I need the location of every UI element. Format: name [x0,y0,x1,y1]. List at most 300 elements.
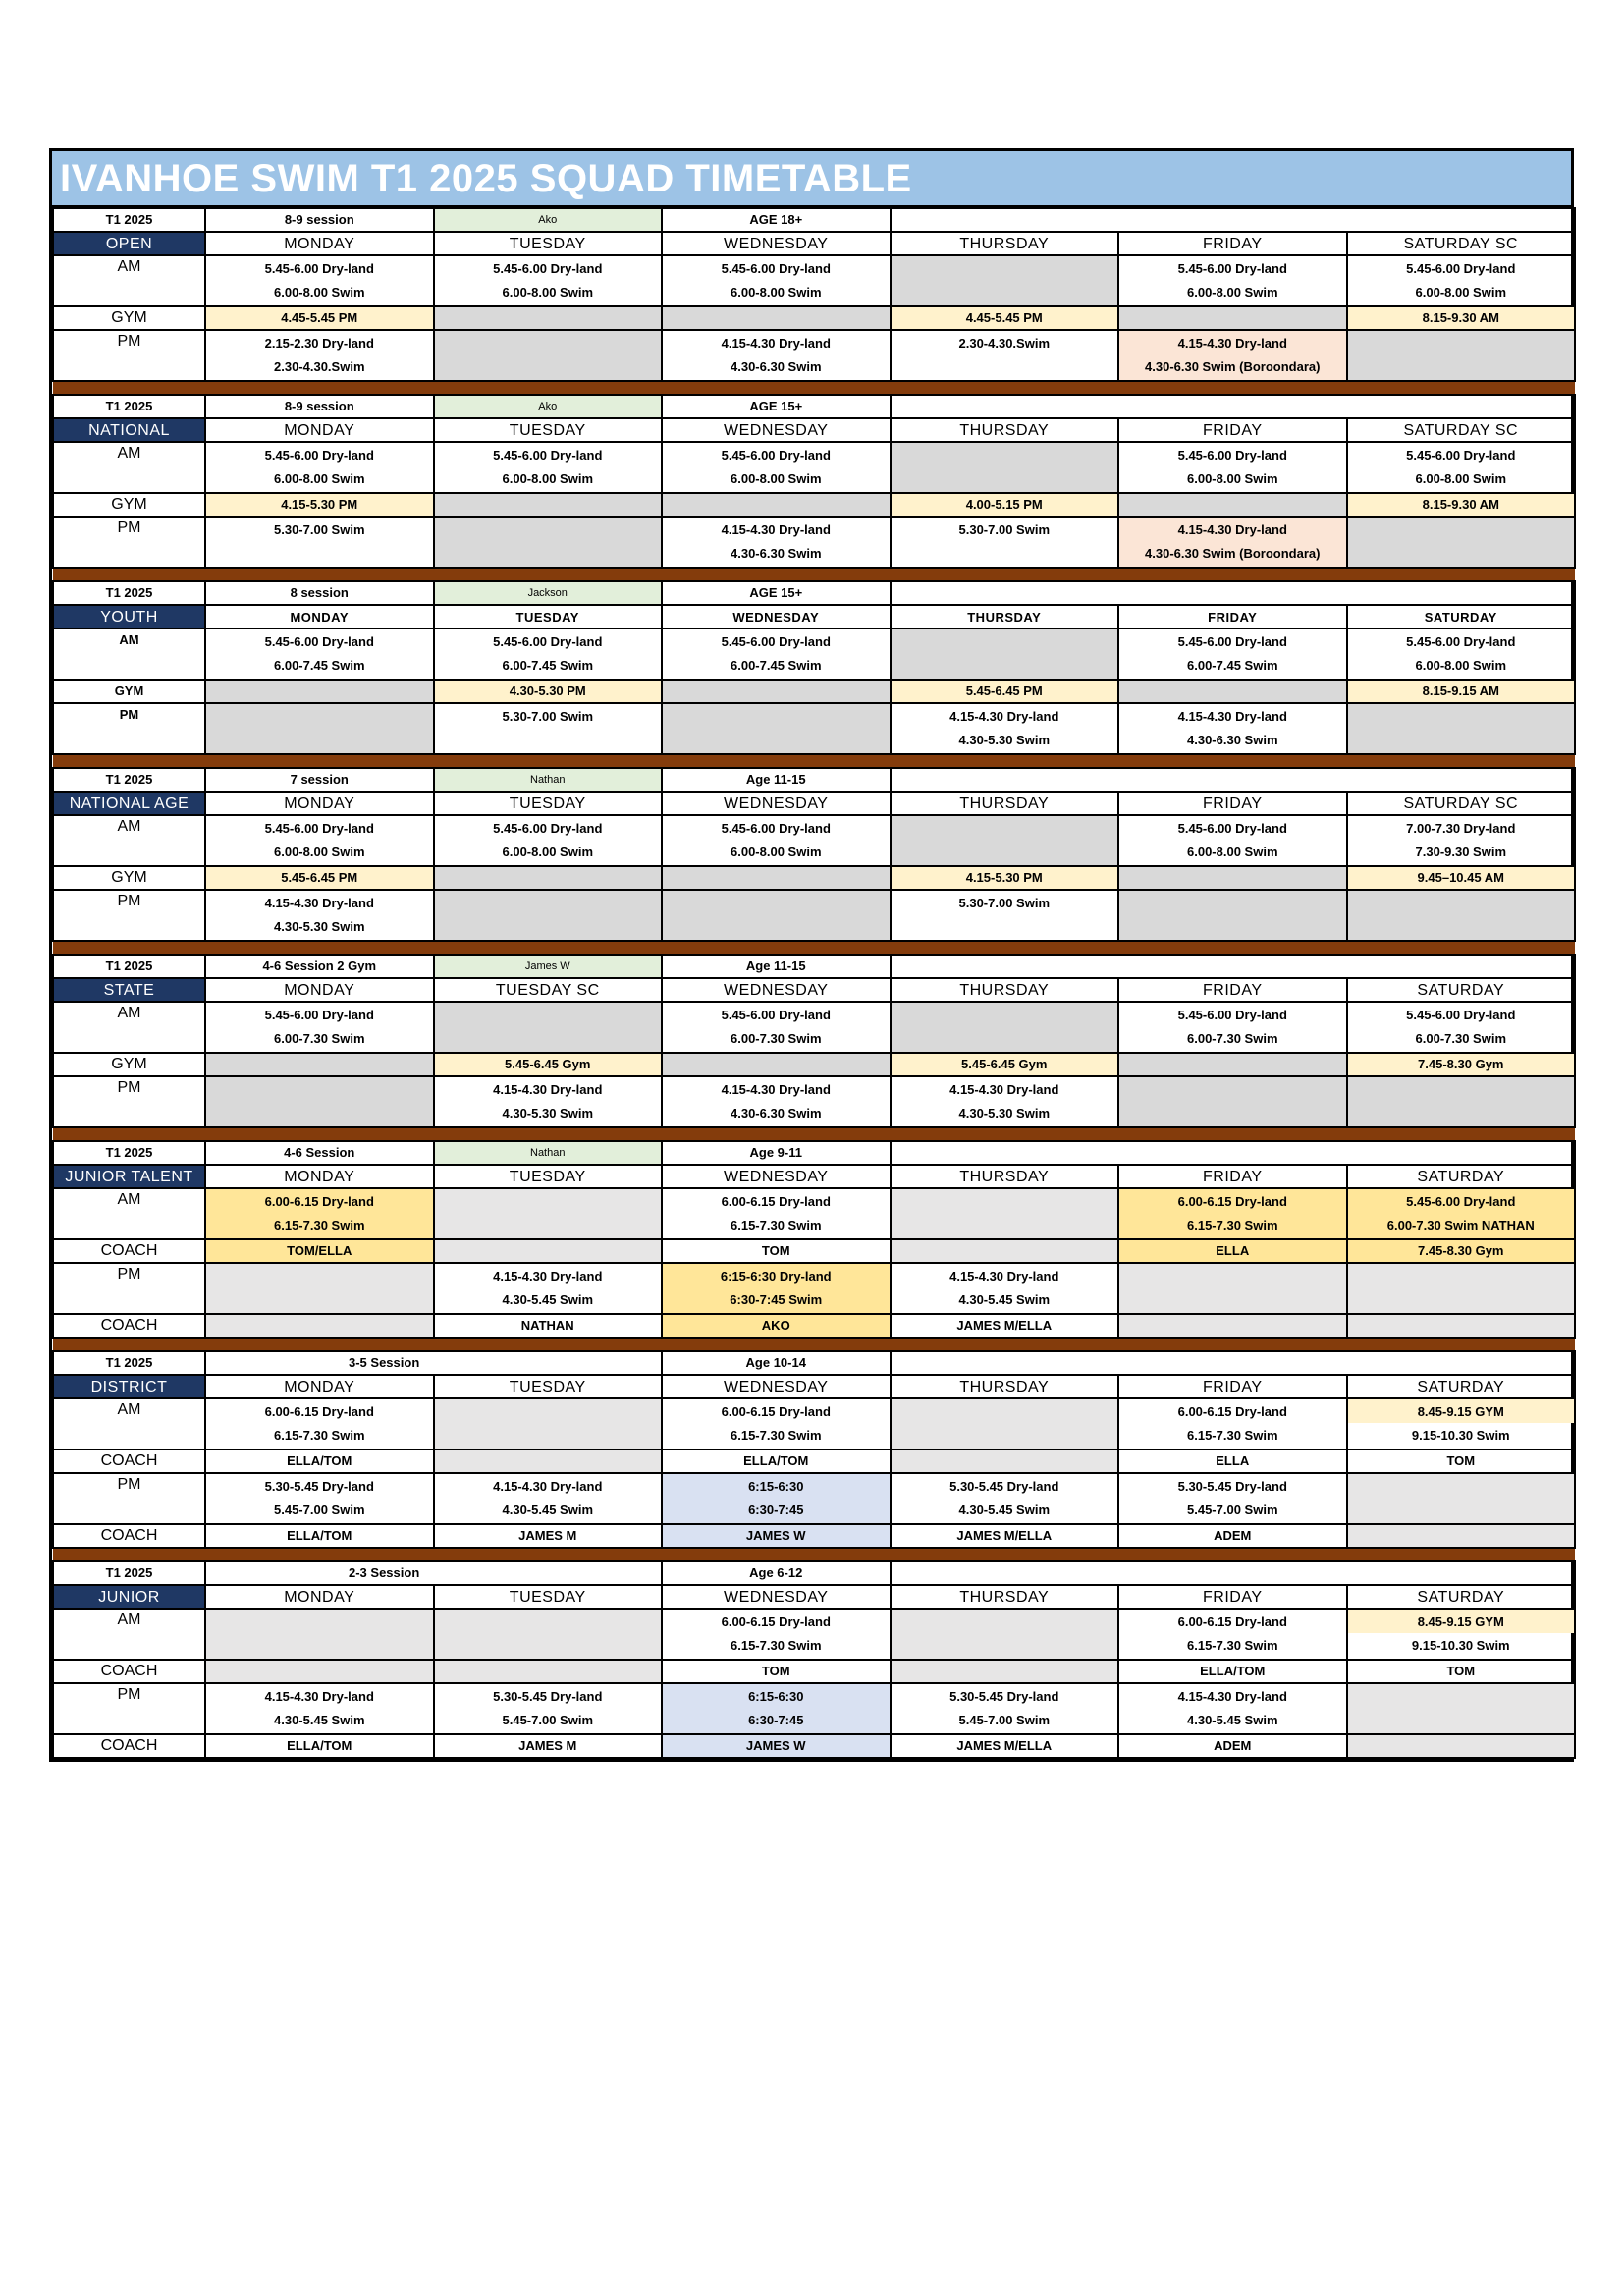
day-header: THURSDAY [891,1375,1119,1398]
schedule-cell [1118,1734,1347,1758]
cell-line: 8.15-9.15 AM [1422,683,1499,698]
squad-meta-blank [891,1561,1576,1585]
cell-line: 6:15-6:30 [748,1479,804,1494]
cell-line: TOM [761,1664,790,1678]
row-label: COACH [53,1449,205,1473]
cell-line: ELLA/TOM [287,1528,352,1543]
schedule-cell [1118,1398,1347,1449]
cell-line: 6.00-7.45 Swim [502,658,593,673]
day-header: THURSDAY [891,605,1119,629]
schedule-cell [1347,306,1576,330]
row-label: COACH [53,1524,205,1548]
cell-line: 6.00-7.30 Swim [731,1031,822,1046]
schedule-cell [205,1263,434,1314]
schedule-cell [205,1524,434,1548]
schedule-cell [1347,442,1576,493]
cell-line: ELLA/TOM [287,1453,352,1468]
schedule-cell [662,1473,891,1524]
squad-meta-blank [891,1351,1576,1375]
schedule-cell [205,517,434,568]
cell-line: 5.45-6.45 PM [965,683,1043,698]
schedule-cell [662,1660,891,1683]
cell-line: TOM [1446,1453,1476,1468]
schedule-cell [205,1314,434,1338]
schedule-cell [891,1473,1119,1524]
schedule-cell [662,890,891,941]
schedule-cell [662,330,891,381]
squad-meta-2: Jackson [434,581,663,605]
schedule-row [53,1263,1575,1314]
schedule-cell [662,1314,891,1338]
day-header: SATURDAY [1347,605,1576,629]
cell-line: 4.30-6.30 Swim [1187,733,1278,747]
schedule-cell [891,306,1119,330]
schedule-cell [205,1398,434,1449]
day-header: TUESDAY [434,792,663,815]
schedule-cell [1118,1449,1347,1473]
cell-line: 4.15-4.30 Dry-land [493,1269,603,1284]
schedule-cell [891,629,1119,680]
squad-meta-0: T1 2025 [53,581,205,605]
schedule-row [53,866,1575,890]
cell-line: 5.30-5.45 Dry-land [1177,1479,1287,1494]
schedule-cell [205,442,434,493]
squad-separator [53,754,1575,768]
cell-line: JAMES M [518,1528,577,1543]
cell-line: 6.15-7.30 Swim [731,1218,822,1232]
schedule-row [53,680,1575,703]
schedule-cell [434,1263,663,1314]
day-header: THURSDAY [891,232,1119,255]
row-label: AM [53,1398,205,1449]
schedule-cell [205,680,434,703]
squad-meta-3: Age 10-14 [662,1351,891,1375]
row-label: COACH [53,1314,205,1338]
cell-line: 6.00-6.15 Dry-land [1177,1404,1287,1419]
squad-meta-2: Ako [434,208,663,232]
schedule-cell [1347,1002,1576,1053]
schedule-cell [434,442,663,493]
schedule-cell [205,330,434,381]
day-header: MONDAY [205,1165,434,1188]
squad-meta-1: 4-6 Session [205,1141,434,1165]
day-header: MONDAY [205,978,434,1002]
schedule-cell [662,1239,891,1263]
schedule-cell [205,1053,434,1076]
schedule-cell [1118,890,1347,941]
day-header: THURSDAY [891,978,1119,1002]
schedule-cell [434,1734,663,1758]
cell-line: 6.00-8.00 Swim [502,285,593,300]
cell-line: 6.15-7.30 Swim [274,1218,365,1232]
cell-line: 5.45-6.00 Dry-land [721,261,831,276]
cell-line: 6.00-8.00 Swim [1415,471,1507,486]
cell-line: 4.30-5.30 Swim [958,1106,1050,1121]
schedule-cell [1347,493,1576,517]
squad-meta-0: T1 2025 [53,208,205,232]
schedule-cell [205,1734,434,1758]
cell-line: 5.45-7.00 Swim [502,1713,593,1727]
cell-line: 6.00-8.00 Swim [1187,845,1278,859]
schedule-cell [1347,890,1576,941]
cell-line: 5.45-6.00 Dry-land [1177,448,1287,463]
cell-line: 2.30-4.30.Swim [274,359,365,374]
schedule-cell [662,1398,891,1449]
cell-line: JAMES W [745,1528,806,1543]
cell-line: 5.45-6.00 Dry-land [264,1008,374,1022]
cell-line: 5.45-6.00 Dry-land [721,448,831,463]
day-header: WEDNESDAY [662,978,891,1002]
schedule-cell [1118,442,1347,493]
schedule-cell [1118,703,1347,754]
cell-line: ELLA [1216,1453,1250,1468]
row-label: PM [53,1076,205,1127]
schedule-cell [205,1660,434,1683]
schedule-cell [434,1002,663,1053]
schedule-row [53,1683,1575,1734]
cell-line: 6.00-8.00 Swim [1415,658,1507,673]
cell-line: 5.45-6.00 Dry-land [1406,1008,1516,1022]
squad-meta-blank [891,768,1576,792]
schedule-cell [1347,517,1576,568]
timetable-body [53,208,1575,1758]
cell-line: 6.00-6.15 Dry-land [1177,1614,1287,1629]
cell-line: 6:30-7:45 [748,1713,804,1727]
schedule-cell [205,703,434,754]
schedule-cell [434,1449,663,1473]
schedule-row [53,1734,1575,1758]
squad-meta-0: T1 2025 [53,1351,205,1375]
schedule-cell [1347,866,1576,890]
schedule-cell [205,815,434,866]
schedule-cell [891,1002,1119,1053]
schedule-row [53,1076,1575,1127]
day-header: WEDNESDAY [662,1585,891,1609]
day-header: SATURDAY [1347,1375,1576,1398]
cell-line: 8.45-9.15 GYM [1348,1610,1575,1633]
schedule-row [53,1188,1575,1239]
schedule-cell [1118,680,1347,703]
cell-line: 6.00-7.45 Swim [274,658,365,673]
cell-line: 4.30-5.30 Swim [502,1106,593,1121]
cell-line: 2.30-4.30.Swim [958,336,1050,351]
day-header: WEDNESDAY [662,605,891,629]
schedule-cell [434,1076,663,1127]
squad-meta-blank [891,1141,1576,1165]
squad-name: JUNIOR TALENT [53,1165,205,1188]
cell-line: 6.00-6.15 Dry-land [721,1614,831,1629]
schedule-cell [1347,815,1576,866]
day-header: FRIDAY [1118,1165,1347,1188]
squad-name: NATIONAL [53,418,205,442]
cell-line: 7.00-7.30 Dry-land [1406,821,1516,836]
cell-line: 5.45-6.00 Dry-land [721,821,831,836]
cell-line: 4.15-4.30 Dry-land [1177,336,1287,351]
schedule-row [53,1398,1575,1449]
schedule-cell [662,1609,891,1660]
cell-line: 5.45-6.00 Dry-land [721,634,831,649]
cell-line: 4.15-4.30 Dry-land [1177,709,1287,724]
cell-line: ELLA/TOM [287,1738,352,1753]
schedule-row [53,330,1575,381]
row-label: PM [53,1263,205,1314]
schedule-cell [891,890,1119,941]
schedule-row [53,1609,1575,1660]
day-header: FRIDAY [1118,605,1347,629]
timetable [49,148,1574,1762]
squad-meta-3: Age 11-15 [662,955,891,978]
schedule-row [53,1660,1575,1683]
schedule-cell [205,1609,434,1660]
schedule-cell [1118,1314,1347,1338]
schedule-cell [205,255,434,306]
cell-line: ADEM [1214,1528,1252,1543]
schedule-cell [1347,1734,1576,1758]
day-header-row [53,792,1575,815]
schedule-cell [662,493,891,517]
schedule-cell [662,866,891,890]
schedule-cell [1347,1314,1576,1338]
cell-line: 6:30-7:45 [748,1503,804,1517]
schedule-row [53,890,1575,941]
schedule-cell [1347,1076,1576,1127]
schedule-cell [891,1239,1119,1263]
squad-meta-3: Age 6-12 [662,1561,891,1585]
schedule-cell [1347,1473,1576,1524]
squad-meta-3: AGE 15+ [662,581,891,605]
schedule-cell [662,703,891,754]
schedule-cell [434,1524,663,1548]
day-header: THURSDAY [891,418,1119,442]
page-title: IVANHOE SWIM T1 2025 SQUAD TIMETABLE [52,151,1571,207]
schedule-cell [1347,1609,1576,1660]
schedule-cell [434,1188,663,1239]
cell-line: ADEM [1214,1738,1252,1753]
cell-line: 6.00-6.15 Dry-land [721,1194,831,1209]
cell-line: TOM [761,1243,790,1258]
cell-line: 6.00-6.15 Dry-land [721,1404,831,1419]
day-header: FRIDAY [1118,418,1347,442]
day-header-row [53,1375,1575,1398]
schedule-cell [1118,1239,1347,1263]
schedule-cell [891,255,1119,306]
day-header: MONDAY [205,418,434,442]
schedule-cell [662,1734,891,1758]
squad-meta-row [53,1351,1575,1375]
schedule-cell [434,890,663,941]
cell-line: 4.15-4.30 Dry-land [721,1082,831,1097]
separator-bar [53,568,1575,581]
squad-meta-3: AGE 15+ [662,395,891,418]
schedule-cell [434,680,663,703]
cell-line: 5.30-7.00 Swim [958,522,1050,537]
row-label: AM [53,1002,205,1053]
cell-line: 4.15-5.30 PM [965,870,1043,885]
squad-meta-2: Nathan [434,768,663,792]
squad-separator [53,1548,1575,1561]
schedule-cell [434,517,663,568]
schedule-row [53,442,1575,493]
cell-line: 6.00-7.30 Swim [274,1031,365,1046]
row-label: AM [53,442,205,493]
row-label: AM [53,629,205,680]
schedule-cell [1347,1683,1576,1734]
cell-line: 7.45-8.30 Gym [1418,1057,1504,1071]
cell-line: 5.45-6.00 Dry-land [493,821,603,836]
cell-line: TOM [1446,1664,1476,1678]
schedule-row [53,493,1575,517]
cell-line: 5.45-6.00 Dry-land [493,261,603,276]
cell-line: TOM/ELLA [287,1243,352,1258]
schedule-cell [1347,1053,1576,1076]
cell-line: 9.15-10.30 Swim [1411,1428,1510,1443]
schedule-cell [1118,1053,1347,1076]
schedule-cell [891,815,1119,866]
cell-line: 6.15-7.30 Swim [274,1428,365,1443]
row-label: AM [53,815,205,866]
day-header: TUESDAY SC [434,978,663,1002]
schedule-cell [891,1314,1119,1338]
schedule-row [53,306,1575,330]
cell-line: 4.15-4.30 Dry-land [264,896,374,910]
cell-line: 5.45-6.45 PM [281,870,358,885]
day-header-row [53,605,1575,629]
schedule-cell [1118,1609,1347,1660]
squad-meta-blank [891,395,1576,418]
schedule-cell [662,680,891,703]
schedule-row [53,1239,1575,1263]
cell-line: 4.30-5.30 PM [509,683,586,698]
cell-line: 4.30-5.45 Swim [958,1503,1050,1517]
day-header-row [53,1585,1575,1609]
row-label: COACH [53,1239,205,1263]
schedule-cell [662,517,891,568]
cell-line: 4.15-4.30 Dry-land [949,1082,1059,1097]
cell-line: 5.45-6.00 Dry-land [1406,634,1516,649]
schedule-cell [434,1314,663,1338]
squad-meta-3: Age 11-15 [662,768,891,792]
cell-line: 5.30-5.45 Dry-land [949,1479,1059,1494]
day-header-row [53,232,1575,255]
schedule-cell [1118,866,1347,890]
row-label: PM [53,890,205,941]
cell-line: JAMES M [518,1738,577,1753]
cell-line: 5.45-6.00 Dry-land [1406,1194,1516,1209]
row-label: COACH [53,1660,205,1683]
cell-line: 6.00-7.45 Swim [1187,658,1278,673]
row-label: PM [53,1473,205,1524]
schedule-cell [434,1398,663,1449]
schedule-cell [662,815,891,866]
schedule-row [53,703,1575,754]
cell-line: 6.00-8.00 Swim [274,471,365,486]
schedule-cell [434,703,663,754]
squad-meta-row [53,768,1575,792]
cell-line: 4.30-5.30 Swim [274,919,365,934]
schedule-cell [662,1002,891,1053]
cell-line: 7.30-9.30 Swim [1415,845,1507,859]
schedule-cell [1118,517,1347,568]
cell-line: 6.15-7.30 Swim [731,1428,822,1443]
schedule-cell [1118,1002,1347,1053]
schedule-cell [891,1734,1119,1758]
separator-bar [53,1127,1575,1141]
schedule-cell [205,866,434,890]
schedule-cell [891,330,1119,381]
schedule-cell [891,1609,1119,1660]
squad-meta-blank [891,955,1576,978]
cell-line: JAMES M/ELLA [956,1318,1053,1333]
row-label: COACH [53,1734,205,1758]
schedule-cell [891,866,1119,890]
squad-meta-row [53,208,1575,232]
squad-meta-0: T1 2025 [53,955,205,978]
schedule-cell [1347,629,1576,680]
cell-line: 5.45-6.45 Gym [961,1057,1048,1071]
schedule-cell [434,815,663,866]
separator-bar [53,941,1575,955]
schedule-cell [891,1449,1119,1473]
day-header: SATURDAY [1347,1585,1576,1609]
schedule-cell [662,1449,891,1473]
day-header: SATURDAY [1347,978,1576,1002]
day-header: SATURDAY SC [1347,232,1576,255]
squad-meta-1: 4-6 Session 2 Gym [205,955,434,978]
cell-line: 5.45-6.00 Dry-land [1177,1008,1287,1022]
cell-line: 5.30-5.45 Dry-land [264,1479,374,1494]
schedule-cell [1347,255,1576,306]
cell-line: 5.45-7.00 Swim [1187,1503,1278,1517]
schedule-cell [434,306,663,330]
cell-line: 9.15-10.30 Swim [1411,1638,1510,1653]
schedule-cell [205,1188,434,1239]
schedule-cell [891,1398,1119,1449]
cell-line: JAMES W [745,1738,806,1753]
separator-bar [53,381,1575,395]
schedule-cell [1347,1449,1576,1473]
day-header: SATURDAY [1347,1165,1576,1188]
day-header: TUESDAY [434,1165,663,1188]
day-header-row [53,978,1575,1002]
squad-separator [53,568,1575,581]
schedule-cell [434,1239,663,1263]
schedule-cell [205,1473,434,1524]
squad-name: NATIONAL AGE [53,792,205,815]
schedule-cell [205,1076,434,1127]
cell-line: JAMES M/ELLA [956,1738,1053,1753]
row-label: GYM [53,493,205,517]
cell-line: 6.00-7.45 Swim [731,658,822,673]
schedule-cell [891,1660,1119,1683]
schedule-cell [1347,330,1576,381]
day-header: SATURDAY SC [1347,792,1576,815]
cell-line: 4.30-5.45 Swim [958,1292,1050,1307]
cell-line: AKO [761,1318,790,1333]
schedule-cell [205,890,434,941]
schedule-cell [434,1473,663,1524]
schedule-cell [1347,680,1576,703]
schedule-cell [1118,1683,1347,1734]
cell-line: 5.45-6.00 Dry-land [1177,821,1287,836]
separator-bar [53,1548,1575,1561]
schedule-cell [205,1239,434,1263]
day-header: FRIDAY [1118,1585,1347,1609]
row-label: GYM [53,306,205,330]
schedule-cell [1118,1473,1347,1524]
squad-separator [53,1338,1575,1351]
day-header: THURSDAY [891,1165,1119,1188]
cell-line: JAMES M/ELLA [956,1528,1053,1543]
